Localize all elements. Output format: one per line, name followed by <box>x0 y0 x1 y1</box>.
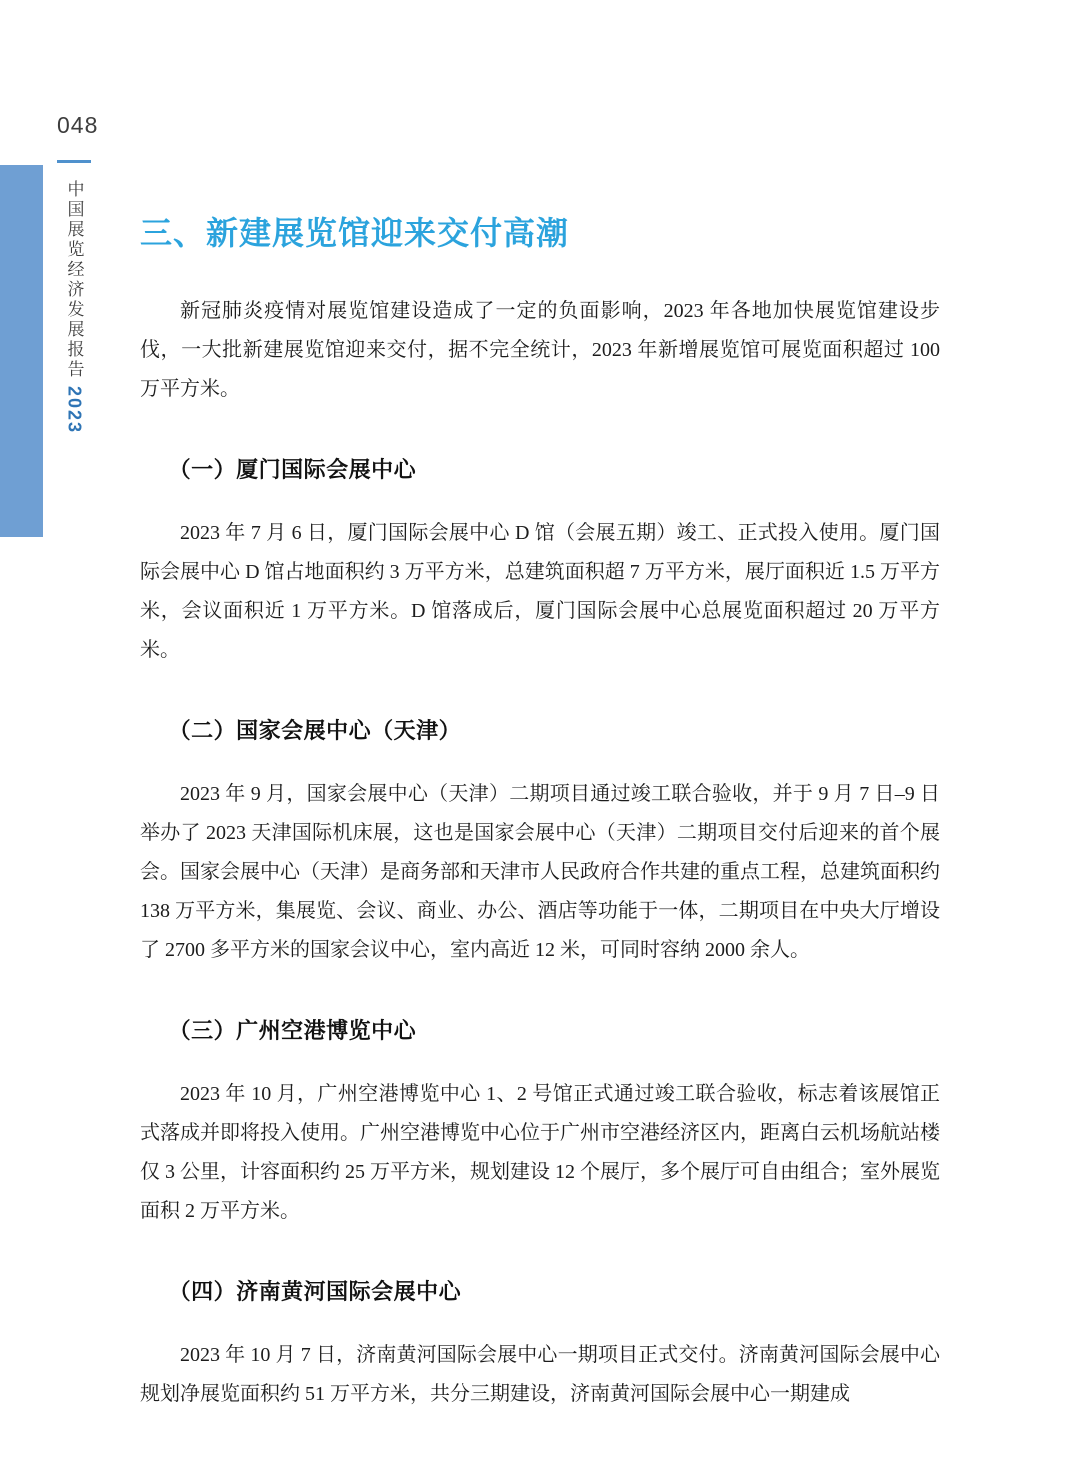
section-title-tianjin: （二）国家会展中心（天津） <box>168 718 462 744</box>
section-body-tianjin: 2023 年 9 月，国家会展中心（天津）二期项目通过竣工联合验收，并于 9 月 7 日–9 日举办了 2023 天津国际机床展，这也是国家会展中心（天津）二期项目交付后迎来的首个展会。国家会展中心（天津）是商务部和天津市人民政府合作共建的重点工程，总建筑面积约 138 万平方米，集展览、会议、商业、办公、酒店等功能于一体，二期项目在中央大厅增设了 2700 多平方米的国家会议中心，室内高近 12 米，可同时容纳 2000 余人。 <box>140 783 940 962</box>
sidebar-report-year: 2023 <box>64 386 85 435</box>
sidebar-blue-bar <box>0 165 43 537</box>
sidebar-report-title <box>56 180 92 480</box>
page-number-accent-line <box>57 160 91 163</box>
section-title-xiamen: （一）厦门国际会展中心 <box>168 457 417 483</box>
chapter-heading: 三、新建展览馆迎来交付高潮 <box>140 215 570 251</box>
sidebar-report-title-text: 中国展览经济发展报告 <box>64 180 84 380</box>
main-content <box>140 214 940 1414</box>
section-title-jinan: （四）济南黄河国际会展中心 <box>168 1279 462 1305</box>
section-body-jinan: 2023 年 10 月 7 日，济南黄河国际会展中心一期项目正式交付。济南黄河国际会展中心规划净展览面积约 51 万平方米，共分三期建设，济南黄河国际会展中心一期建成 <box>140 1344 940 1406</box>
section-title-guangzhou: （三）广州空港博览中心 <box>168 1018 417 1044</box>
page-number: 048 <box>57 112 99 138</box>
section-body-guangzhou: 2023 年 10 月，广州空港博览中心 1、2 号馆正式通过竣工联合验收，标志着该展馆正式落成并即将投入使用。广州空港博览中心位于广州市空港经济区内，距离白云机场航站楼仅 3 公里，计容面积约 25 万平方米，规划建设 12 个展厅，多个展厅可自由组合；室外展览面积 2 万平方米。 <box>140 1083 940 1223</box>
section-body-xiamen: 2023 年 7 月 6 日，厦门国际会展中心 D 馆（会展五期）竣工、正式投入使用。厦门国际会展中心 D 馆占地面积约 3 万平方米，总建筑面积超 7 万平方米，展厅面积近 1.5 万平方米，会议面积近 1 万平方米。D 馆落成后，厦门国际会展中心总展览面积超过 20 万平方米。 <box>140 522 940 662</box>
intro-paragraph: 新冠肺炎疫情对展览馆建设造成了一定的负面影响，2023 年各地加快展览馆建设步伐，一大批新建展览馆迎来交付，据不完全统计，2023 年新增展览馆可展览面积超过 100 万平方米。 <box>140 300 940 401</box>
